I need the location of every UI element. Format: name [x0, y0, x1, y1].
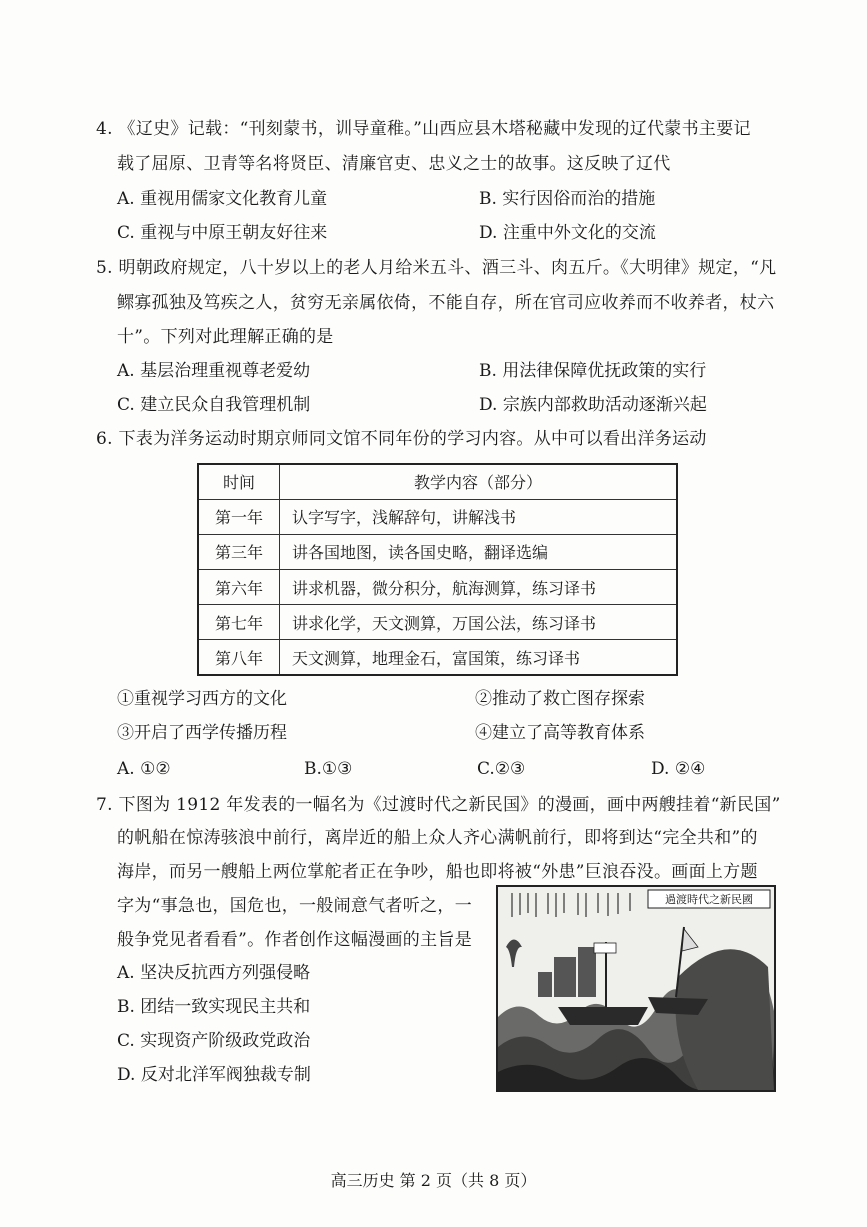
page-footer: 高三历史 第 2 页（共 8 页）	[330, 1171, 537, 1190]
q4-option-a[interactable]: A. 重视用儒家文化教育儿童	[117, 189, 328, 209]
table-cell-year: 第一年	[198, 499, 280, 534]
table-header-row	[198, 464, 677, 499]
q6-option-a[interactable]: A. ①②	[117, 759, 171, 779]
q5-stem-line-3: 十”。下列对此理解正确的是	[117, 327, 334, 347]
table-cell-content: 认字写字，浅解辞句，讲解浅书	[280, 499, 678, 534]
q6-option-d[interactable]: D. ②④	[651, 759, 706, 779]
cartoon-illustration	[496, 885, 776, 1092]
table-cell-year: 第七年	[198, 605, 280, 640]
table-cell-content: 天文测算，地理金石，富国策，练习译书	[280, 640, 678, 675]
q7-stem-line-5: 般争党见者看看”。作者创作这幅漫画的主旨是	[117, 930, 472, 950]
table-cell-year: 第八年	[198, 640, 280, 675]
table-row	[198, 569, 677, 604]
q4-stem-line-1: 4. 《辽史》记载：“刊刻蒙书，训导童稚。”山西应县木塔秘藏中发现的辽代蒙书主要记	[96, 119, 751, 139]
q4-option-c[interactable]: C. 重视与中原王朝友好往来	[117, 223, 328, 243]
cartoon-banner-text: 過渡時代之新民國	[665, 893, 753, 906]
q4-option-b[interactable]: B. 实行因俗而治的措施	[479, 189, 656, 209]
q7-stem-line-3: 海岸，而另一艘船上两位掌舵者正在争吵，船也即将被“外患”巨浪吞没。画面上方题	[117, 862, 758, 882]
table-header-time: 时间	[198, 464, 280, 499]
table-row	[198, 534, 677, 569]
q7-option-b[interactable]: B. 团结一致实现民主共和	[117, 997, 311, 1017]
q5-stem-line-1: 5. 明朝政府规定，八十岁以上的老人月给米五斗、酒三斗、肉五斤。《大明律》规定，“凡	[96, 258, 777, 278]
q5-option-d[interactable]: D. 宗族内部救助活动逐渐兴起	[479, 395, 707, 415]
table-cell-year: 第六年	[198, 569, 280, 604]
q5-option-b[interactable]: B. 用法律保障优抚政策的实行	[479, 361, 707, 381]
q6-stem: 6. 下表为洋务运动时期京师同文馆不同年份的学习内容。从中可以看出洋务运动	[96, 429, 707, 449]
q6-statement-4: ④建立了高等教育体系	[475, 723, 645, 743]
q7-stem-line-1: 7. 下图为 1912 年发表的一幅名为《过渡时代之新民国》的漫画，画中两艘挂着“新民国”	[96, 795, 781, 815]
q5-option-a[interactable]: A. 基层治理重视尊老爱幼	[117, 361, 311, 381]
q7-option-c[interactable]: C. 实现资产阶级政党政治	[117, 1031, 311, 1051]
q7-stem-line-2: 的帆船在惊涛骇浪中前行，离岸近的船上众人齐心满帆前行，即将到达“完全共和”的	[117, 828, 758, 848]
q6-statement-1: ①重视学习西方的文化	[117, 689, 287, 709]
cartoon-drawing	[498, 887, 774, 1090]
table-header-content: 教学内容（部分）	[280, 464, 678, 499]
q5-option-c[interactable]: C. 建立民众自我管理机制	[117, 395, 311, 415]
q6-option-c[interactable]: C.②③	[477, 759, 526, 779]
q6-statement-2: ②推动了救亡图存探索	[475, 689, 645, 709]
q7-option-a[interactable]: A. 坚决反抗西方列强侵略	[117, 963, 311, 983]
table-cell-content: 讲各国地图，读各国史略，翻译选编	[280, 534, 678, 569]
table-row	[198, 499, 677, 534]
curriculum-table	[197, 463, 678, 676]
table-cell-content: 讲求机器，微分积分，航海测算，练习译书	[280, 569, 678, 604]
q7-option-d[interactable]: D. 反对北洋军阀独裁专制	[117, 1065, 311, 1085]
q4-option-d[interactable]: D. 注重中外文化的交流	[479, 223, 656, 243]
q6-option-b[interactable]: B.①③	[304, 759, 353, 779]
q5-stem-line-2: 鳏寡孤独及笃疾之人，贫穷无亲属依倚，不能自存，所在官司应收养而不收养者，杖六	[117, 293, 775, 313]
q6-statement-3: ③开启了西学传播历程	[117, 723, 287, 743]
q7-stem-line-4: 字为“事急也，国危也，一般闹意气者听之，一	[117, 896, 472, 916]
table-cell-content: 讲求化学，天文测算，万国公法，练习译书	[280, 605, 678, 640]
table-cell-year: 第三年	[198, 534, 280, 569]
table-row	[198, 640, 677, 675]
table-row	[198, 605, 677, 640]
q4-stem-line-2: 载了屈原、卫青等名将贤臣、清廉官吏、忠义之士的故事。这反映了辽代	[117, 154, 671, 174]
